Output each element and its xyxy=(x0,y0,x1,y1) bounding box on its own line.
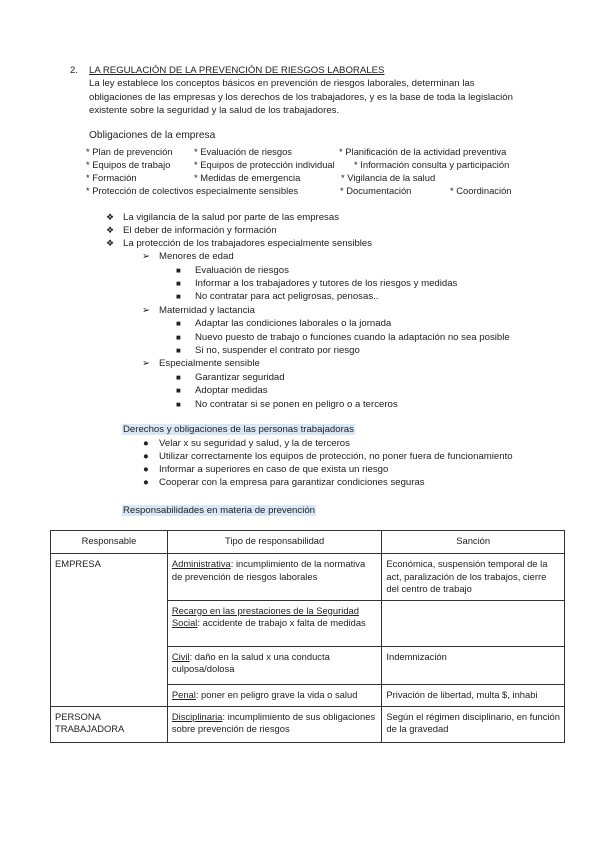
intro-line: La ley establece los conceptos básicos en prevención de riesgos laborales, determinan las xyxy=(89,78,475,89)
list-item: Si no, suspender el contrato por riesgo xyxy=(195,345,360,356)
list-item: Adaptar las condiciones laborales o la jornada xyxy=(195,318,392,329)
obligation-item: * Planificación de la actividad preventiva xyxy=(339,146,507,157)
list-item: Cooperar con la empresa para garantizar condiciones seguras xyxy=(159,477,425,488)
sanction-cell: Económica, suspensión temporal de la act, paralización de los trabajos, cierre del centro de trabajo xyxy=(382,554,565,601)
group-title: Maternidad y lactancia xyxy=(159,305,255,316)
type-cell: Civil: daño en la salud x una conducta culposa/dolosa xyxy=(167,646,382,684)
list-item: Velar x su seguridad y salud, y la de terceros xyxy=(159,438,350,449)
square-bullet-icon: ■ xyxy=(176,346,181,355)
obligation-item: * Coordinación xyxy=(450,185,512,196)
sanction-cell: Según el régimen disciplinario, en función de la gravedad xyxy=(382,706,565,742)
obligation-item: * Protección de colectivos especialmente sensibles xyxy=(86,185,299,196)
diamond-bullet-icon: ❖ xyxy=(106,212,115,222)
list-item: Nuevo puesto de trabajo o funciones cuando la adaptación no sea posible xyxy=(195,332,510,343)
responsibilities-table xyxy=(50,530,565,743)
list-item: La vigilancia de la salud por parte de las empresas xyxy=(123,212,339,223)
column-header: Tipo de responsabilidad xyxy=(167,531,382,554)
obligation-item: * Equipos de protección individual xyxy=(194,159,335,170)
rights-title: Derechos y obligaciones de las personas trabajadoras xyxy=(123,424,354,435)
square-bullet-icon: ■ xyxy=(176,292,181,301)
list-item: El deber de información y formación xyxy=(123,225,277,236)
diamond-bullet-icon: ❖ xyxy=(106,225,115,235)
list-item: No contratar si se ponen en peligro o a terceros xyxy=(195,399,398,410)
list-item: Informar a superiores en caso de que exista un riesgo xyxy=(159,464,389,475)
obligation-item: * Formación xyxy=(86,172,137,183)
section-number: 2. xyxy=(70,65,79,76)
intro-line: obligaciones de las empresas y los derechos de los trabajadores, y es la base de toda la legislación xyxy=(89,91,513,103)
responsible-cell: PERSONA TRABAJADORA xyxy=(51,706,168,742)
table-row xyxy=(51,554,565,601)
obligation-item: * Evaluación de riesgos xyxy=(194,146,292,157)
square-bullet-icon: ■ xyxy=(176,333,181,342)
dot-bullet-icon: ● xyxy=(143,438,149,449)
square-bullet-icon: ■ xyxy=(176,266,181,275)
list-item: Utilizar correctamente los equipos de protección, no poner fuera de funcionamiento xyxy=(159,451,513,462)
sanction-cell: Privación de libertad, multa $, inhabi xyxy=(382,684,565,706)
list-item: Informar a los trabajadores y tutores de los riesgos y medidas xyxy=(195,278,458,289)
sanction-cell xyxy=(382,600,565,646)
sanction-cell: Indemnización xyxy=(382,646,565,684)
responsible-cell: EMPRESA xyxy=(51,554,168,707)
square-bullet-icon: ■ xyxy=(176,319,181,328)
obligations-title: Obligaciones de la empresa xyxy=(89,130,216,141)
type-cell: Administrativa: incumplimiento de la normativa de prevención de riesgos laborales xyxy=(167,554,382,601)
responsibilities-title: Responsabilidades en materia de prevención xyxy=(123,505,315,516)
dot-bullet-icon: ● xyxy=(143,464,149,475)
intro-line: existente sobre la seguridad y la salud de los trabajadores. xyxy=(89,105,340,117)
column-header: Responsable xyxy=(51,531,168,554)
square-bullet-icon: ■ xyxy=(176,386,181,395)
square-bullet-icon: ■ xyxy=(176,373,181,382)
type-cell: Disciplinaria: incumplimiento de sus obligaciones sobre prevención de riesgos xyxy=(167,706,382,742)
obligation-item: * Vigilancia de la salud xyxy=(341,172,436,183)
column-header: Sanción xyxy=(382,531,565,554)
section-title: LA REGULACIÓN DE LA PREVENCIÓN DE RIESGOS LABORALES xyxy=(89,65,385,76)
square-bullet-icon: ■ xyxy=(176,400,181,409)
group-title: Especialmente sensible xyxy=(159,358,260,369)
obligation-item: * Información consulta y participación xyxy=(354,159,510,170)
dot-bullet-icon: ● xyxy=(143,451,149,462)
obligation-item: * Plan de prevención xyxy=(86,146,173,157)
diamond-bullet-icon: ❖ xyxy=(106,238,115,248)
list-item: Adoptar medidas xyxy=(195,385,268,396)
arrow-bullet-icon: ➢ xyxy=(142,251,151,262)
type-cell: Recargo en las prestaciones de la Seguridad Social: accidente de trabajo x falta de medidas xyxy=(167,600,382,646)
table-row xyxy=(51,706,565,742)
list-item: Garantizar seguridad xyxy=(195,372,285,383)
group-title: Menores de edad xyxy=(159,251,234,262)
list-item: Evaluación de riesgos xyxy=(195,265,289,276)
table-header-row xyxy=(51,531,565,554)
list-item: No contratar para act peligrosas, penosas.. xyxy=(195,291,379,302)
square-bullet-icon: ■ xyxy=(176,279,181,288)
obligation-item: * Equipos de trabajo xyxy=(86,159,171,170)
obligation-item: * Medidas de emergencia xyxy=(194,172,301,183)
arrow-bullet-icon: ➢ xyxy=(142,358,151,369)
list-item: La protección de los trabajadores especialmente sensibles xyxy=(123,238,373,249)
intro-paragraph xyxy=(89,77,549,118)
obligation-item: * Documentación xyxy=(340,185,412,196)
type-cell: Penal: poner en peligro grave la vida o salud xyxy=(167,684,382,706)
arrow-bullet-icon: ➢ xyxy=(142,305,151,316)
dot-bullet-icon: ● xyxy=(143,477,149,488)
